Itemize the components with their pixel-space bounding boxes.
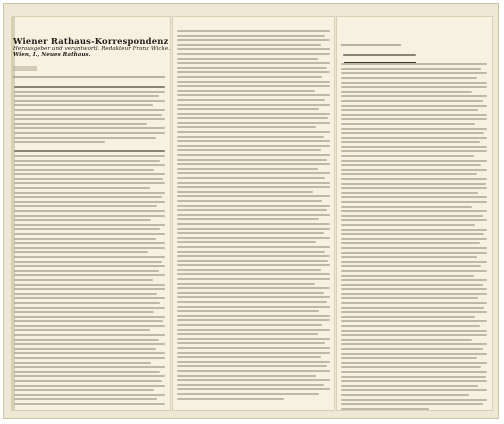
masthead-address: Wien, I., Neues Rathaus. (13, 52, 91, 58)
right-date-line (341, 44, 401, 46)
date-line (13, 76, 165, 78)
column-middle-text (177, 30, 330, 402)
masthead-title: Wiener Rathaus-Korrespondenz (13, 36, 169, 46)
section-label (13, 66, 37, 71)
masthead (13, 36, 170, 58)
masthead-subtitle: Herausgeber und verantwortl. Redakteur Franz Wicke. (13, 46, 170, 52)
column-left-text (14, 86, 165, 408)
column-right-text (341, 54, 487, 412)
scanned-sheet (3, 3, 499, 419)
